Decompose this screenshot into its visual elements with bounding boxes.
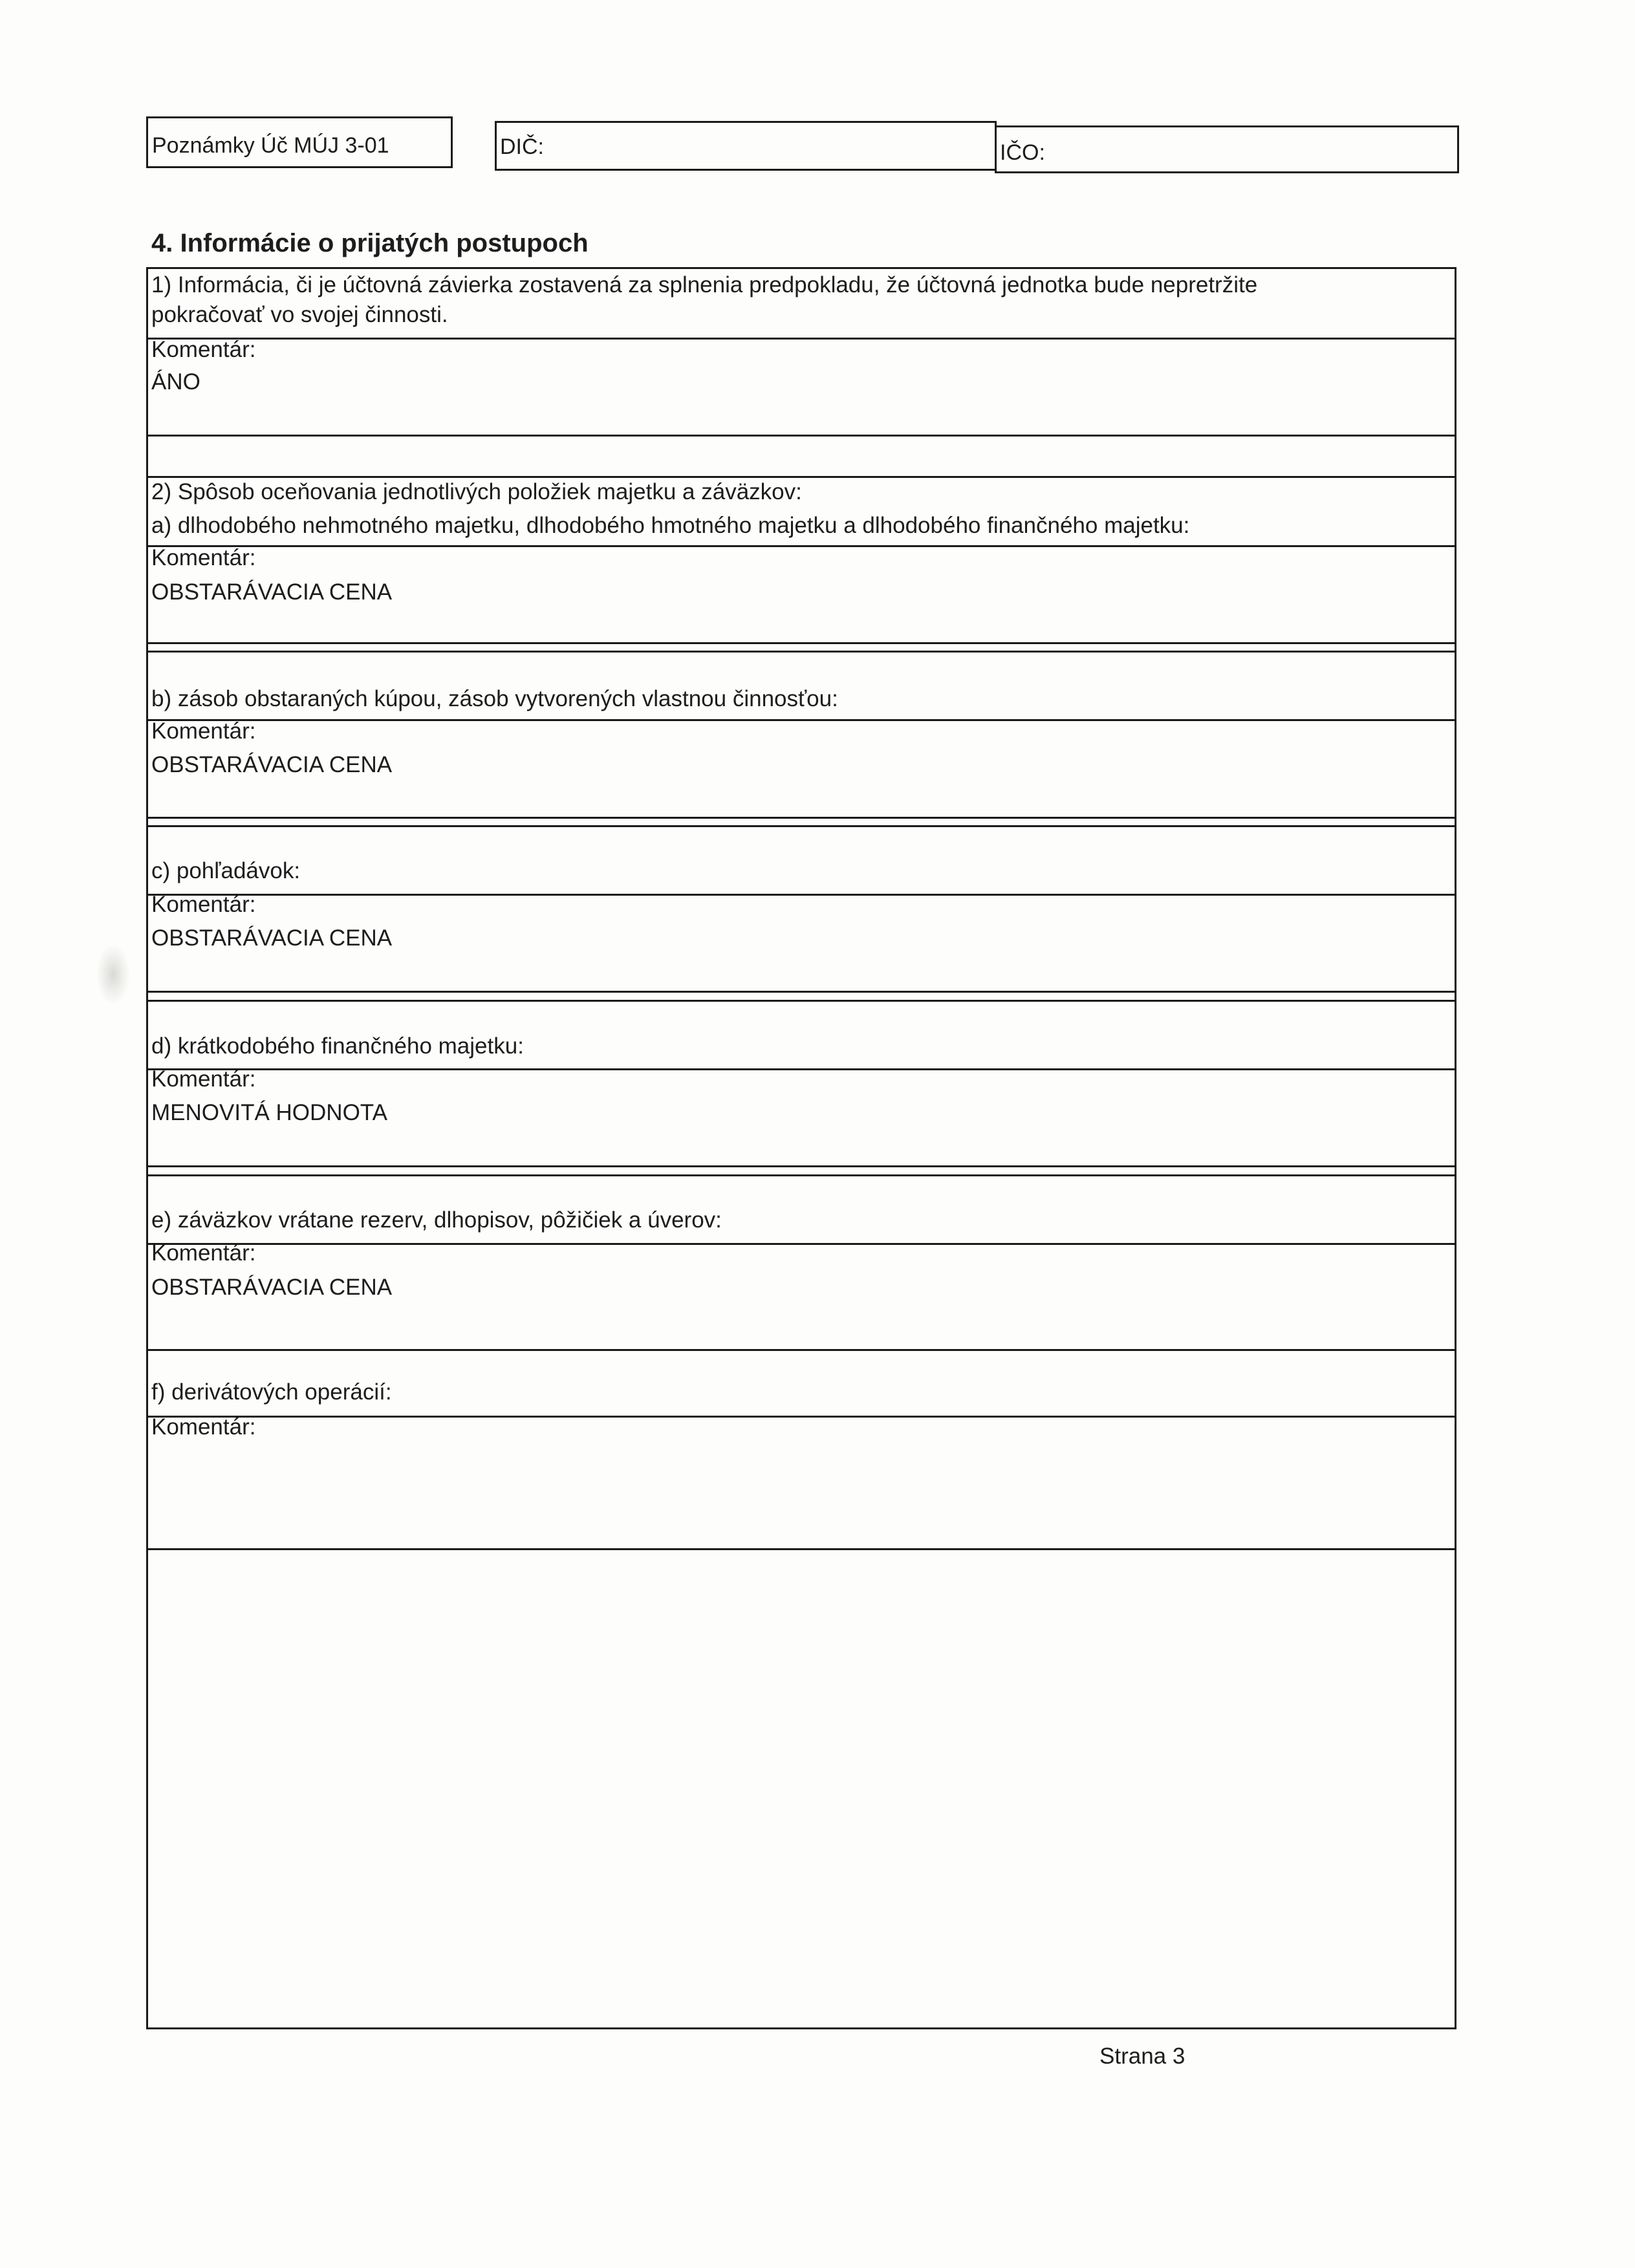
divider xyxy=(148,545,1455,547)
section-title: 4. Informácie o prijatých postupoch xyxy=(151,229,589,257)
q2e-comment-label: Komentár: xyxy=(151,1240,256,1266)
policies-table xyxy=(146,267,1456,2029)
q2b-label: b) zásob obstaraných kúpou, zásob vytvorených vlastnou činnosťou: xyxy=(151,686,838,711)
divider xyxy=(148,642,1455,644)
divider xyxy=(148,338,1455,340)
divider xyxy=(148,1416,1455,1418)
divider xyxy=(148,1174,1455,1176)
q2a-label: a) dlhodobého nehmotného majetku, dlhodobého hmotného majetku a dlhodobého finančného majetku: xyxy=(151,513,1190,538)
divider xyxy=(148,1068,1455,1070)
divider xyxy=(148,435,1455,437)
divider xyxy=(148,1165,1455,1167)
dic-label: DIČ: xyxy=(500,135,544,159)
page-number: Strana 3 xyxy=(1099,2044,1186,2069)
q2e-label: e) záväzkov vrátane rezerv, dlhopisov, pôžičiek a úverov: xyxy=(151,1207,722,1233)
ico-label: IČO: xyxy=(1000,140,1045,165)
form-code-label: Poznámky Úč MÚJ 3-01 xyxy=(152,133,389,158)
divider xyxy=(148,651,1455,653)
divider xyxy=(148,719,1455,721)
divider xyxy=(148,1000,1455,1002)
divider xyxy=(148,1548,1455,1550)
form-code-box xyxy=(146,116,453,168)
q1-comment-value[interactable]: ÁNO xyxy=(151,369,200,394)
q2c-comment-value[interactable]: OBSTARÁVACIA CENA xyxy=(151,925,393,951)
q2f-comment-label: Komentár: xyxy=(151,1414,256,1440)
divider xyxy=(148,825,1455,827)
q2d-comment-label: Komentár: xyxy=(151,1066,256,1092)
divider xyxy=(148,1243,1455,1245)
q2b-comment-value[interactable]: OBSTARÁVACIA CENA xyxy=(151,752,393,777)
divider xyxy=(148,894,1455,896)
q2a-comment-value[interactable]: OBSTARÁVACIA CENA xyxy=(151,579,393,605)
scan-smudge xyxy=(97,945,129,1004)
divider xyxy=(148,1349,1455,1351)
q1-question-line1: 1) Informácia, či je účtovná závierka zostavená za splnenia predpokladu, že účtovná jednotka bude nepretržite xyxy=(151,272,1258,297)
q1-comment-label: Komentár: xyxy=(151,337,256,362)
q2a-comment-label: Komentár: xyxy=(151,545,256,570)
q2c-comment-label: Komentár: xyxy=(151,892,256,917)
q2f-label: f) derivátových operácií: xyxy=(151,1379,392,1405)
q2c-label: c) pohľadávok: xyxy=(151,858,301,883)
q2-title: 2) Spôsob oceňovania jednotlivých položiek majetku a záväzkov: xyxy=(151,479,802,504)
q2d-label: d) krátkodobého finančného majetku: xyxy=(151,1033,524,1059)
divider xyxy=(148,817,1455,819)
q1-question-line2: pokračovať vo svojej činnosti. xyxy=(151,302,448,327)
ico-field[interactable] xyxy=(995,125,1459,173)
dic-field[interactable] xyxy=(495,121,997,171)
q2e-comment-value[interactable]: OBSTARÁVACIA CENA xyxy=(151,1275,393,1300)
q2d-comment-value[interactable]: MENOVITÁ HODNOTA xyxy=(151,1100,387,1125)
divider xyxy=(148,991,1455,993)
q2b-comment-label: Komentár: xyxy=(151,718,256,744)
